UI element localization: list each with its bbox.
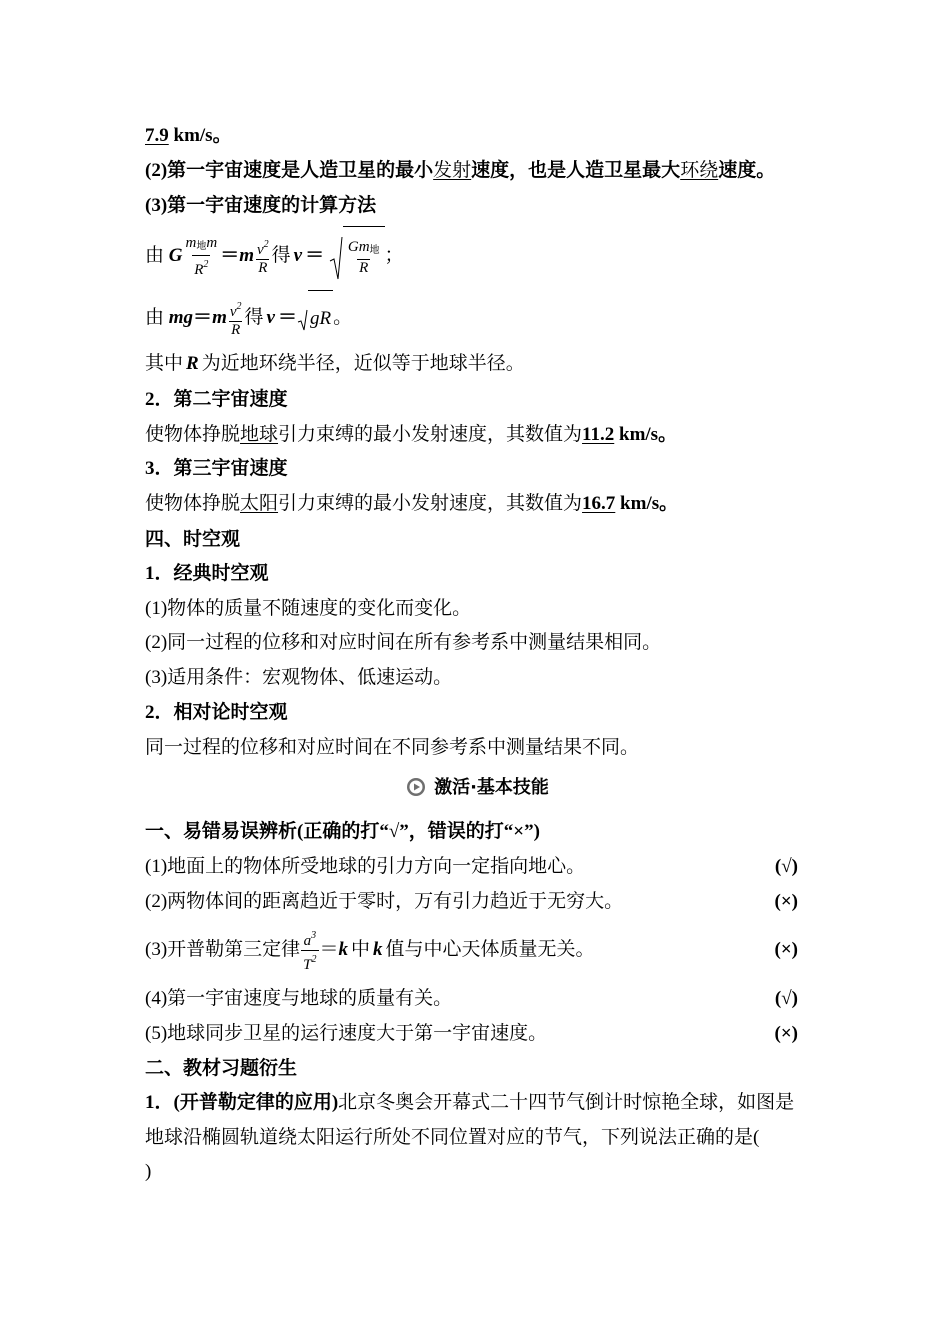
- frac-v2-r: $\frac{v^2}{R}$: [256, 239, 269, 277]
- judge-mark-3: (×): [774, 939, 798, 960]
- sqrt-gr: gR: [297, 290, 333, 347]
- line-different-result: 同一过程的位移和对应时间在不同参考系中测量结果不同。: [145, 737, 640, 758]
- sqrt-gm-r: $\frac{Gm_地}{R}$: [329, 226, 385, 287]
- question-1-line-1: 1．(开普勒定律的应用)北京冬奥会开幕式二十四节气倒计时惊艳全球，如图是: [145, 1092, 795, 1113]
- judge-mark-5: (×): [774, 1023, 798, 1044]
- judge-item-2: (2)两物体间的距离趋近于零时，万有引力趋近于无穷大。: [145, 891, 624, 912]
- heading-relativity-spacetime: 2．相对论时空观: [145, 702, 288, 723]
- heading-judgement: 一、易错易误辨析(正确的打“√”，错误的打“×”): [145, 821, 540, 842]
- radical-sign-icon: [297, 308, 308, 332]
- frac-gm-r2: $\frac{m_地m}{R^2}$: [185, 234, 218, 278]
- line-first-speed-meaning: (2)第一宇宙速度是人造卫星的最小发射速度，也是人造卫星最大环绕速度。: [145, 160, 776, 181]
- judge-item-3: (3)开普勒第三定律 $\frac{a^3}{T^2}$ ＝k 中 k 值与中心天体质量无关。: [145, 924, 595, 976]
- radical-sign-icon: [329, 235, 343, 281]
- heading-textbook-exercises: 二、教材习题衍生: [145, 1058, 298, 1079]
- judge-mark-4: (√): [774, 988, 798, 1009]
- judge-item-4: (4)第一宇宙速度与地球的质量有关。: [145, 988, 453, 1009]
- line-mass: (1)物体的质量不随速度的变化而变化。: [145, 598, 472, 619]
- frac-a3-t2: $\frac{a^3}{T^2}$: [303, 930, 317, 974]
- judge-item-5: (5)地球同步卫星的运行速度大于第一宇宙速度。: [145, 1023, 548, 1044]
- judge-mark-2: (×): [774, 891, 798, 912]
- line-same-result: (2)同一过程的位移和对应时间在所有参考系中测量结果相同。: [145, 632, 662, 653]
- play-circle-icon: [406, 777, 426, 797]
- line-conditions: (3)适用条件：宏观物体、低速运动。: [145, 667, 453, 688]
- heading-classical-spacetime: 1．经典时空观: [145, 563, 269, 584]
- judge-mark-1: (√): [774, 856, 798, 877]
- line-first-speed-value: 7.9 km/s。: [145, 125, 232, 146]
- frac-v2-r-2: $\frac{v^2}{R}$: [229, 301, 242, 339]
- line-radius-note: 其中 R 为近地环绕半径，近似等于地球半径。: [145, 353, 525, 374]
- formula-mg: 由 mg＝m $\frac{v^2}{R}$ 得 v ＝ gR 。: [145, 290, 352, 347]
- judge-item-1: (1)地面上的物体所受地球的引力方向一定指向地心。: [145, 856, 586, 877]
- line-third-speed: 使物体挣脱太阳引力束缚的最小发射速度，其数值为16.7 km/s。: [145, 493, 679, 514]
- line-second-speed: 使物体挣脱地球引力束缚的最小发射速度，其数值为11.2 km/s。: [145, 424, 678, 445]
- heading-second-cosmic-speed: 2．第二宇宙速度: [145, 389, 288, 410]
- heading-third-cosmic-speed: 3．第三宇宙速度: [145, 458, 288, 479]
- formula-gravity: 由 G $\frac{m_地m}{R^2}$ ＝m $\frac{v^2}{R}$ 得 v ＝ $\frac{Gm_地}{R}$ ；: [145, 226, 404, 287]
- section-title: 激活·基本技能: [145, 776, 810, 800]
- question-1-line-3: ): [145, 1161, 152, 1182]
- line-calc-method: (3)第一宇宙速度的计算方法: [145, 195, 377, 216]
- question-1-line-2: 地球沿椭圆轨道绕太阳运行所处不同位置对应的节气，下列说法正确的是(: [145, 1127, 760, 1148]
- first-cosmic-speed: 7.9: [145, 125, 169, 146]
- heading-spacetime: 四、时空观: [145, 529, 241, 550]
